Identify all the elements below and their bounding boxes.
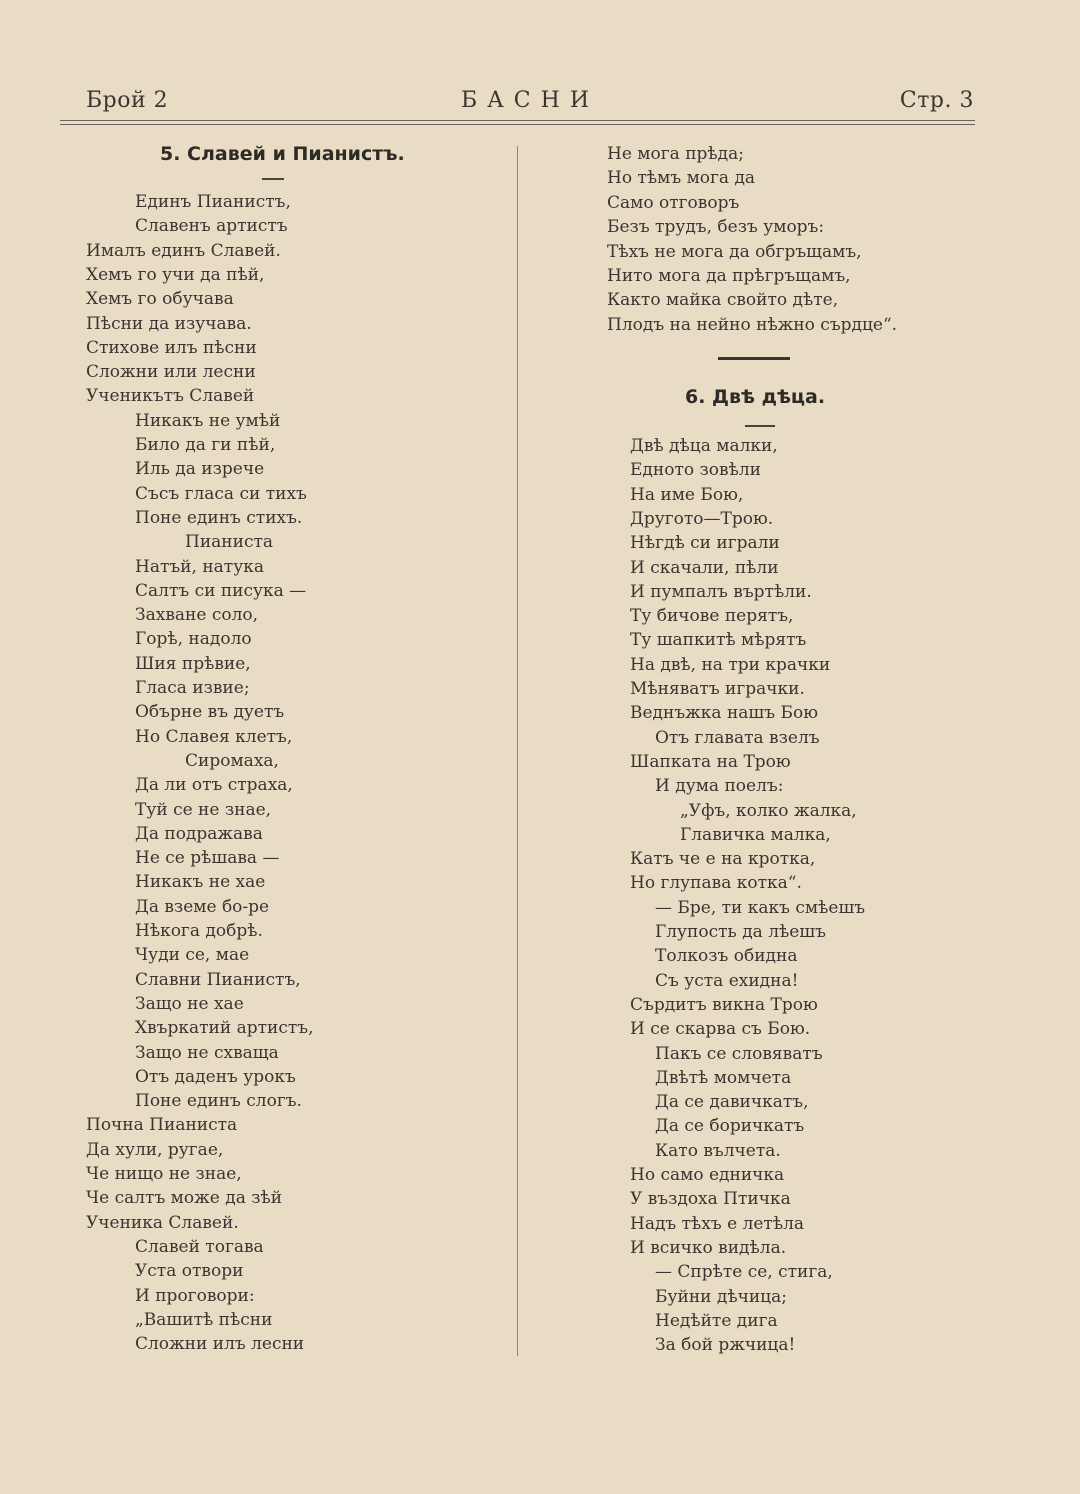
verse-line: Че нищо не знае, [86, 1164, 242, 1184]
verse-line: Захване соло, [135, 605, 259, 626]
verse-line: Нито мога да прѣгръщамъ, [607, 266, 851, 286]
verse-line: И пумпалъ въртѣли. [630, 581, 812, 602]
verse-line: Гласа извие; [135, 678, 250, 698]
verse-line: Сложни или лесни [86, 362, 256, 383]
verse-line: На двѣ, на три крачки [630, 654, 831, 675]
verse-line: Защо не схваща [135, 1042, 279, 1063]
verse-line: Ту бичове перятъ, [630, 606, 794, 627]
verse-line: Пианиста [185, 532, 274, 553]
verse-line: У въздоха Птичка [630, 1189, 791, 1210]
verse-line: Туй се не знае, [135, 799, 272, 820]
header-rule [60, 124, 975, 125]
verse-line: Никакъ не умѣй [135, 410, 281, 431]
verse-line: Мѣняватъ играчки. [630, 679, 805, 699]
verse-line: Иль да изрече [135, 459, 265, 480]
verse-line: И всичко видѣла. [630, 1237, 787, 1258]
verse-line: Толкозъ обидна [655, 946, 798, 967]
verse-line: Да хули, ругае, [86, 1139, 224, 1160]
verse-line: Нѣгдѣ си играли [630, 533, 780, 554]
verse-line: Защо не хае [135, 993, 244, 1014]
verse-line: — Спрѣте се, стига, [655, 1262, 833, 1283]
verse-line: Че салтъ може да зѣй [86, 1188, 283, 1209]
verse-line: И проговори: [135, 1285, 255, 1306]
verse-line: Поне единъ слогъ. [135, 1091, 302, 1112]
verse-line: Но глупава котка“. [630, 873, 802, 894]
verse-line: Да подражава [135, 823, 263, 844]
verse-line: Безъ трудъ, безъ уморъ: [607, 217, 825, 238]
verse-line: Едното зовѣли [630, 460, 761, 481]
verse-line: Но тѣмъ мога да [607, 168, 756, 189]
verse-line: Да вземе бо-ре [135, 896, 270, 917]
verse-line: Хемъ го обучава [86, 289, 234, 310]
verse-line: И се скарва съ Бою. [630, 1019, 811, 1040]
verse-line: Буйни дѣчица; [655, 1286, 787, 1307]
section-separator [718, 357, 790, 360]
verse-line: Двѣтѣ момчета [655, 1067, 792, 1088]
verse-line: Недѣйте дига [655, 1310, 778, 1331]
verse-line: Отъ главата взелъ [655, 727, 820, 748]
verse-line: Съ уста ехидна! [655, 970, 799, 991]
verse-line: Славни Пианистъ, [135, 969, 301, 990]
verse-line: Никакъ не хае [135, 872, 266, 893]
verse-line: Хемъ го учи да пѣй, [86, 264, 265, 285]
verse-line: Да се давичкатъ, [655, 1092, 809, 1113]
verse-line: Ученикътъ Славей [86, 386, 255, 407]
verse-line: — Бре, ти какъ смѣешъ [655, 897, 866, 918]
verse-line: Главичка малка, [680, 824, 831, 845]
verse-line: Както майка свойто дѣте, [607, 290, 839, 311]
page-number: Стр. 3 [899, 88, 974, 113]
verse-line: За бой ржчица! [655, 1335, 796, 1356]
verse-line: Било да ги пѣй, [135, 435, 276, 455]
verse-line: „Уфъ, колко жалка, [680, 800, 857, 821]
verse-line: Почна Пианиста [86, 1115, 238, 1136]
verse-line: Уста отвори [135, 1261, 244, 1282]
verse-line: Сърдитъ викна Трою [630, 994, 818, 1015]
header-rule [60, 120, 975, 121]
verse-line: Сиромаха, [185, 750, 279, 771]
verse-line: Само отговоръ [607, 192, 740, 213]
verse-line: Единъ Пианистъ, [135, 192, 291, 212]
verse-line: Съсъ гласа си тихъ [135, 483, 307, 504]
verse-line: Славей тогава [135, 1236, 264, 1257]
verse-line: Натъй, натука [135, 556, 264, 577]
verse-line: И скачали, пѣли [630, 557, 779, 578]
verse-line: Двѣ дѣца малки, [630, 436, 778, 456]
verse-line: Хвъркатий артистъ, [135, 1018, 314, 1039]
verse-line: Стихове илъ пѣсни [86, 337, 257, 358]
verse-line: Веднъжка нашъ Бою [630, 703, 818, 724]
title-dash [262, 178, 284, 180]
verse-line: Славенъ артистъ [135, 216, 288, 237]
poem6-title: 6. Двѣ дѣца. [685, 386, 826, 408]
poem5-title: 5. Славей и Пианистъ. [160, 143, 405, 165]
verse-line: Но само едничка [630, 1165, 785, 1185]
verse-line: Обърне въ дуетъ [135, 702, 285, 723]
verse-line: Нѣкога добрѣ. [135, 921, 263, 941]
column-divider [517, 146, 518, 1356]
verse-line: Шапката на Трою [630, 751, 791, 772]
verse-line: Другото—Трою. [630, 508, 774, 529]
verse-line: Да се боричкатъ [655, 1116, 805, 1137]
page-header [86, 88, 974, 124]
verse-line: Чуди се, мае [135, 945, 250, 966]
verse-line: Глупость да лѣешъ [655, 922, 826, 942]
verse-line: На име Бою, [630, 484, 744, 505]
verse-line: Пѣсни да изучава. [86, 313, 252, 334]
verse-line: Не мога прѣда; [607, 144, 744, 164]
verse-line: Плодъ на нейно нѣжно сърдце“. [607, 314, 898, 335]
verse-line: Да ли отъ страха, [135, 775, 293, 796]
verse-line: Отъ даденъ урокъ [135, 1066, 296, 1087]
verse-line: Не се рѣшава — [135, 848, 280, 869]
verse-line: Шия прѣвие, [135, 653, 251, 674]
verse-line: Сложни илъ лесни [135, 1334, 305, 1355]
verse-line: Катъ че е на кротка, [630, 849, 816, 870]
verse-line: Ту шапкитѣ мѣрятъ [630, 630, 807, 651]
verse-line: И дума поелъ: [655, 776, 784, 797]
title-dash [745, 425, 775, 427]
verse-line: Горѣ, надоло [135, 629, 252, 650]
verse-line: Но Славея клетъ, [135, 726, 293, 747]
verse-line: Като вълчета. [655, 1140, 781, 1161]
verse-line: Ученика Славей. [86, 1212, 239, 1233]
verse-line: „Вашитѣ пѣсни [135, 1309, 273, 1330]
verse-line: Поне единъ стихъ. [135, 507, 303, 528]
issue-number: Брой 2 [86, 88, 169, 113]
verse-line: Надъ тѣхъ е летѣла [630, 1213, 805, 1234]
verse-line: Пакъ се словяватъ [655, 1043, 823, 1064]
verse-line: Тѣхъ не мога да обгръщамъ, [607, 241, 862, 262]
page-title: БАСНИ [460, 88, 600, 113]
verse-line: Ималъ единъ Славей. [86, 240, 281, 261]
verse-line: Салтъ си писука — [135, 580, 307, 601]
